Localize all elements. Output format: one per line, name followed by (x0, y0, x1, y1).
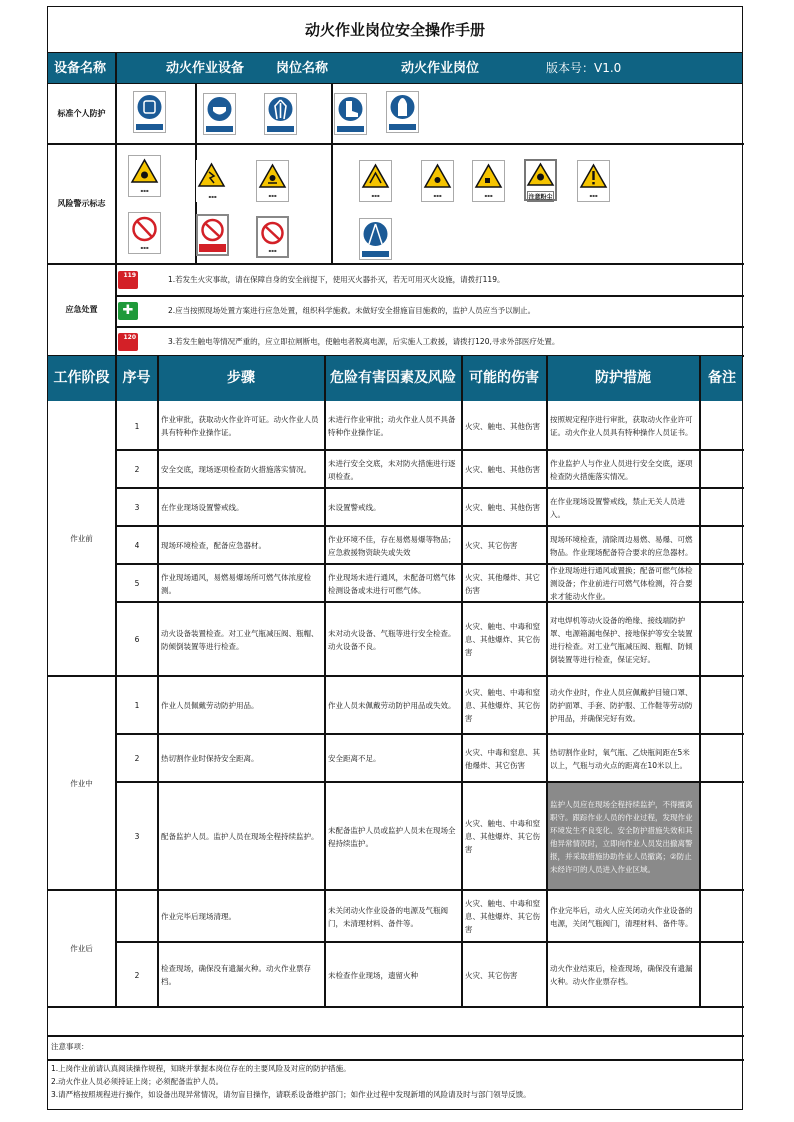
col-divider (115, 356, 117, 1007)
caution-warning-icon: ▪▪▪ (577, 160, 610, 202)
cell-no: 4 (134, 541, 140, 550)
cell-note (701, 451, 744, 488)
col-header-hazard: 危险有害因素及风险 (330, 370, 456, 386)
cell-note (701, 402, 744, 450)
cell-step: 检查现场，确保没有遗漏火种。动火作业票存档。 (161, 964, 311, 986)
post-value: 动火作业岗位 (401, 61, 480, 76)
no-touch-sign-icon: ▪▪▪ (256, 216, 289, 258)
cell-measure: 热切割作业时，氧气瓶、乙炔瓶间距在5米以上，气瓶与动火点的距离在10米以上。 (550, 747, 690, 770)
col-divider (157, 356, 159, 1007)
cell-harm: 火灾、其他爆炸、其它伤害 (465, 572, 540, 595)
col-header-stage: 工作阶段 (53, 370, 110, 386)
emergency-item-text: 3.若发生触电等情况严重的，应立即拉闸断电，使触电者脱离电源，后实施人工救援，请拨打120,寻求外部医疗处置。 (168, 337, 560, 346)
cell-measure: 对电焊机等动火设备的绝缘、接线端防护罩、电源箱漏电保护、接地保护等安全装置进行检查。对工业气瓶减压阀、瓶帽、防倾倒装置等进行检查，保证完好。 (550, 615, 693, 664)
note-item: 2.动火作业人员必须持证上岗；必须配备监护人员。 (51, 1077, 224, 1086)
cell-harm: 火灾、其它伤害 (465, 541, 518, 550)
cell-no: 1 (134, 701, 140, 710)
cell-step: 作业审批，获取动火作业许可证。动火作业人员具有特种作业操作证。 (161, 415, 319, 437)
cell-measure: 监护人员应在现场全程持续监护，不得擅离职守。跟踪作业人员的作业过程，发现作业环境发生不良变化、安全防护措施失效和其他异常情况时，立即向作业人员发出撤离警报，并采取措施协助作业人员撤离；②防止未经许可的人员进入作业区域。 (548, 783, 699, 890)
no-climb-sign-icon (196, 214, 229, 256)
explosion-warning-icon: ▪▪▪ (359, 160, 392, 202)
cell-note (701, 565, 744, 602)
divider (115, 53, 117, 84)
col-divider (461, 356, 463, 1007)
equipment-label: 设备名称 (54, 61, 107, 76)
cell-harm: 火灾、触电、中毒和窒息、其他爆炸、其它伤害 (465, 899, 540, 934)
cell-measure: 现场环境检查，清除周边易燃、易爆、可燃物品。作业现场配备符合要求的应急器材。 (550, 534, 693, 557)
cell-no (117, 891, 157, 942)
mask-sign-icon (203, 93, 236, 135)
cell-step: 动火设备装置检查。对工业气瓶减压阀、瓶帽、防倾倒装置等进行检查。 (161, 628, 319, 651)
poison-warning-icon: ▪▪▪ (256, 160, 289, 202)
equipment-header-bar (48, 53, 742, 84)
cell-note (701, 891, 744, 942)
col-divider (699, 356, 701, 1007)
cell-note (701, 603, 744, 676)
row-divider (48, 1006, 744, 1008)
cell-harm: 火灾、触电、其他伤害 (465, 421, 540, 431)
dust-warning-caption: 注意粉尘 (527, 191, 554, 202)
cell-step: 在作业现场设置警戒线。 (161, 503, 244, 512)
cell-note (701, 943, 744, 1007)
cell-hazard: 未检查作业现场，遗留火种 (328, 970, 418, 980)
cell-step: 作业完毕后现场清理。 (161, 912, 236, 921)
arc-light-warning-icon: ▪▪▪ (421, 160, 454, 202)
safety-harness-sign-icon (359, 218, 392, 260)
cell-no: 3 (134, 503, 140, 512)
safety-manual-sheet (47, 6, 743, 1110)
cell-note (701, 489, 744, 526)
col-header-measure: 防护措施 (595, 370, 651, 386)
first-aid-icon: ✚ (118, 302, 138, 320)
emergency-item-text: 1.若发生火灾事故，请在保障自身的安全前提下，使用灭火器扑灭，若无可用灭火设施，请拨打119。 (168, 275, 505, 284)
divider (48, 143, 744, 145)
cell-measure: 动火作业时，作业人员应佩戴护目镜口罩、防护面罩、手套、防护服、工作鞋等劳动防护用品，并确保完好有效。 (550, 688, 693, 723)
cell-step: 配备监护人员。监护人员在现场全程持续监护。 (161, 832, 319, 841)
boots-sign-icon (334, 93, 367, 135)
cell-no: 3 (134, 832, 140, 841)
warning-signs-label: 风险警示标志 (57, 199, 106, 208)
cell-no: 2 (134, 465, 140, 474)
cell-measure: 按照规定程序进行审批，获取动火作业许可证。动火作业人员具有特种操作人员证书。 (550, 415, 693, 437)
cell-note (701, 735, 744, 782)
phone-119-icon: 119 (118, 271, 138, 289)
cell-step: 作业人员佩戴劳动防护用品。 (161, 701, 259, 710)
cell-hazard: 未进行安全交底，未对防火措施进行逐项检查。 (328, 458, 456, 481)
cell-measure: 作业完毕后，动火人应关闭动火作业设备的电源，关闭气瓶阀门，清理材料、备件等。 (550, 905, 693, 928)
gloves-sign-icon (386, 91, 419, 133)
equipment-value: 动火作业设备 (166, 61, 245, 76)
cell-hazard: 作业现场未进行通风，未配备可燃气体检测设备或未进行可燃气体。 (328, 572, 456, 595)
table-header (48, 356, 742, 401)
divider (48, 1059, 744, 1061)
col-header-step: 步骤 (227, 370, 255, 386)
cell-no: 5 (134, 579, 140, 588)
cell-hazard: 作业人员未佩戴劳动防护用品或失效。 (328, 701, 456, 710)
cell-harm: 火灾、中毒和窒息、其他爆炸、其它伤害 (465, 747, 540, 770)
divider (48, 1035, 744, 1037)
col-header-no: 序号 (122, 370, 151, 386)
electric-shock-warning-icon: ▪▪▪ (196, 160, 229, 202)
version-number: 版本号：V1.0 (546, 61, 622, 75)
cell-hazard: 未设置警戒线。 (328, 503, 381, 512)
cell-harm: 火灾、触电、其他伤害 (465, 503, 540, 512)
notes-title: 注意事项： (51, 1042, 89, 1051)
emergency-item (116, 326, 744, 357)
cell-note (701, 783, 744, 890)
divider (331, 84, 333, 264)
post-label: 岗位名称 (276, 61, 329, 76)
cell-no: 6 (134, 635, 140, 644)
emergency-item (116, 264, 744, 295)
col-divider (546, 356, 548, 1007)
col-header-harm: 可能的伤害 (469, 370, 539, 386)
cell-hazard: 作业环境不佳，存在易燃易爆等物品；应急救援物资缺失或失效 (328, 534, 456, 557)
cell-measure: 动火作业结束后，检查现场，确保没有遗漏火种。动火作业票存档。 (550, 964, 693, 986)
col-header-note: 备注 (708, 370, 736, 386)
cell-no: 2 (134, 970, 140, 980)
workwear-sign-icon (264, 93, 297, 135)
ppe-label: 标准个人防护 (57, 109, 106, 118)
cell-note (701, 677, 744, 734)
cell-hazard: 未对动火设备、气瓶等进行安全检查。动火设备不良。 (328, 628, 456, 651)
cell-hazard: 未配备监护人员或监护人员未在现场全程持续监护。 (328, 825, 456, 848)
cell-measure: 作业现场进行通风或置换；配备可燃气体检测设备；作业前进行可燃气体检测，符合要求才能动火作业。 (550, 566, 693, 601)
cell-note (701, 527, 744, 564)
emergency-label: 应急处置 (65, 305, 98, 314)
page-title: 动火作业岗位安全操作手册 (48, 7, 742, 53)
cell-step: 现场环境检查，配备应急器材。 (161, 541, 266, 550)
phone-120-icon: 120 (118, 333, 138, 351)
no-fire-sign-icon: ▪▪▪ (128, 212, 161, 254)
cell-harm: 火灾、触电、中毒和窒息、其他爆炸、其它伤害 (465, 622, 540, 657)
cell-hazard: 未关闭动火作业设备的电源及气瓶阀门，未清理材料、备件等。 (328, 905, 448, 928)
cell-hazard: 安全距离不足。 (328, 754, 381, 763)
cell-harm: 火灾、触电、中毒和窒息、其他爆炸、其它伤害 (465, 819, 540, 854)
cell-no: 2 (134, 754, 140, 763)
emergency-item-text: 2.应当按照现场处置方案进行应急处置，组织科学施救。未做好安全措施盲目施救的，监护人员应当予以制止。 (168, 306, 536, 315)
cell-step: 安全交底，现场逐项检查防火措施落实情况。 (161, 465, 311, 474)
col-divider (324, 356, 326, 1007)
emergency-item (116, 295, 744, 326)
cell-step: 热切割作业时保持安全距离。 (161, 754, 259, 763)
cell-harm: 火灾、触电、其他伤害 (465, 465, 540, 474)
cell-no: 1 (134, 421, 140, 431)
falling-object-warning-icon: ▪▪▪ (472, 160, 505, 202)
cell-harm: 火灾、其它伤害 (465, 970, 518, 980)
dust-warning-icon (524, 159, 557, 201)
note-item: 3.请严格按照规程进行操作，如设备出现异常情况，请勿盲目操作，请联系设备维护部门；如作业过程中发现新增的风险请及时与部门领导反馈。 (51, 1090, 531, 1099)
note-item: 1.上岗作业前请认真阅读操作规程，知晓并掌握本岗位存在的主要风险及对应的防护措施。 (51, 1064, 351, 1073)
cell-hazard: 未进行作业审批；动火作业人员不具备特种作业操作证。 (328, 415, 456, 437)
cell-harm: 火灾、触电、中毒和窒息、其他爆炸、其它伤害 (465, 688, 540, 723)
stage-cell: 作业前 (70, 534, 93, 543)
stage-cell: 作业后 (70, 944, 93, 953)
cell-measure: 作业监护人与作业人员进行安全交底，逐项检查防火措施落实情况。 (550, 458, 693, 481)
cell-step: 作业现场通风，易燃易爆场所可燃气体浓度检测。 (161, 572, 311, 595)
stage-cell: 作业中 (70, 778, 93, 788)
face-shield-sign-icon (133, 91, 166, 133)
cell-measure: 在作业现场设置警戒线，禁止无关人员进入。 (550, 496, 685, 519)
fire-warning-icon: ▪▪▪ (128, 155, 161, 197)
